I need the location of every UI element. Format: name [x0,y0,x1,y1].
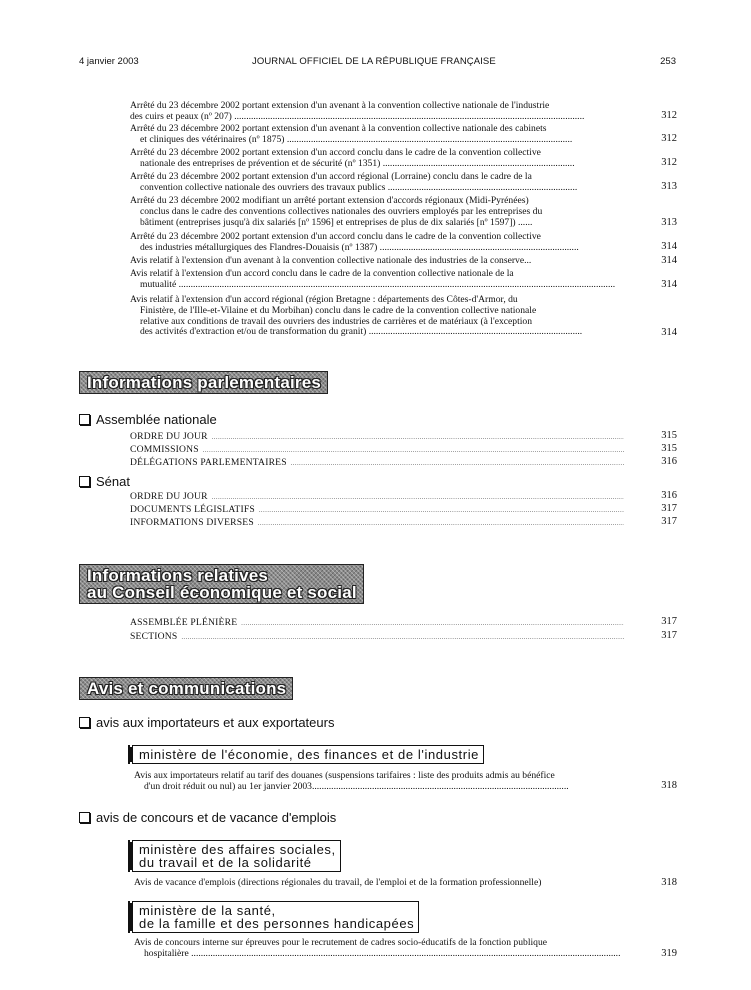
toc-row[interactable] [130,504,624,516]
entry-line: des activités d'extraction et/ou de transformation du granit) ......................................................................................... [140,327,583,338]
entry-page: 314 [661,241,677,252]
leader-dots [212,431,624,443]
entry-page: 317 [661,630,677,641]
section-banner-avis: Avis et communications [79,677,293,700]
section-heading-label: avis de concours et de vacance d'emplois [96,810,337,825]
header-date: 4 janvier 2003 [79,56,139,67]
toc-entry[interactable] [134,938,628,960]
leader-dots [291,457,624,469]
entry-line: des industries métallurgiques des Flandres-Douaisis (nº 1387) ................................................................................... [140,242,579,253]
toc-entry[interactable] [130,148,624,170]
entry-line: conclus dans le cadre des conventions collectives nationales des ouvriers employés par les entreprises du [140,206,543,217]
entry-line: d'un droit réduit ou nul) au 1er janvier 2003........................................................................................................... [144,781,569,792]
entry-line: nationale des entreprises de prévention et de sécurité (nº 1351) ................................................................................ [140,158,575,169]
toc-row[interactable] [130,617,624,629]
entry-page: 318 [661,780,677,791]
toc-label: ORDRE DU JOUR [130,491,208,502]
toc-entry[interactable] [130,232,624,254]
entry-page: 317 [661,503,677,514]
entry-page: 315 [661,430,677,441]
entry-page: 314 [661,279,677,290]
leader-dots [259,504,624,516]
section-heading-importateurs [79,715,334,730]
entry-line: et cliniques des vétérinaires (nº 1875) ....................................................................................................................... [140,134,573,145]
toc-label: DOCUMENTS LÉGISLATIFS [130,504,255,515]
leader-dots [203,444,624,456]
entry-page: 316 [661,490,677,501]
entry-line: Arrêté du 23 décembre 2002 portant extension d'un accord conclu dans le cadre de la convention collective [130,232,541,242]
checkbox-square-icon [79,476,90,487]
checkbox-square-icon [79,812,90,823]
ministry-line: ministère des affaires sociales, [139,842,336,857]
leader-dots [212,491,624,503]
toc-label: ASSEMBLÉE PLÉNIÈRE [130,617,238,628]
section-heading-label: avis aux importateurs et aux exportateurs [96,715,335,730]
entry-line: mutualité ...................................................................................................................................................................................... [140,279,616,290]
entry-line: convention collective nationale des ouvriers des travaux publics ............................................................................... [140,182,578,193]
entry-line: Arrêté du 23 décembre 2002 portant extension d'un avenant à la convention collective nationale des cabinets [130,124,547,134]
entry-line: bâtiment (entreprises jusqu'à dix salariés [nº 1596] et entreprises de plus de dix salariés [nº 1597]) ...... [140,217,533,228]
toc-entry[interactable] [130,196,624,228]
leader-dots [258,517,624,529]
banner-line: Informations relatives [87,566,269,585]
entry-line: Avis relatif à l'extension d'un accord régional (région Bretagne : départements des Côtes-d'Armor, du [130,295,518,305]
entry-page: 315 [661,443,677,454]
toc-row[interactable] [130,457,624,469]
toc-entry[interactable] [130,101,624,123]
ministry-box-economie: ministère de l'économie, des finances et de l'industrie [132,745,484,764]
section-heading-concours [79,810,336,825]
toc-entry[interactable] [130,172,624,194]
ministry-line: ministère de la santé, [139,903,276,918]
entry-page: 312 [661,133,677,144]
toc-label: COMMISSIONS [130,444,199,455]
section-heading-label: Assemblée nationale [96,412,217,427]
toc-entry[interactable] [130,124,624,146]
entry-line: Avis de vacance d'emplois (directions régionales du travail, de l'emploi et de la formation professionnelle) [134,878,542,888]
toc-entry[interactable] [130,269,624,291]
entry-page: 319 [661,948,677,959]
entry-page: 317 [661,516,677,527]
entry-page: 312 [661,157,677,168]
toc-label: SECTIONS [130,631,178,642]
checkbox-square-icon [79,717,90,728]
ministry-box-affaires-sociales [132,840,341,872]
toc-label: DÉLÉGATIONS PARLEMENTAIRES [130,457,287,468]
toc-row[interactable] [130,491,624,503]
page-number: 253 [660,56,676,67]
entry-page: 312 [661,110,677,121]
entry-page: 314 [661,255,677,266]
journal-title: JOURNAL OFFICIEL DE LA RÉPUBLIQUE FRANÇAISE [252,56,496,67]
toc-entry[interactable] [134,771,628,793]
toc-entry[interactable] [130,256,624,267]
entry-line: relative aux conditions de travail des ouvriers des industries de carrières et de matériaux (à l'exception [140,316,532,327]
entry-page: 313 [661,181,677,192]
ministry-line: de la famille et des personnes handicapées [139,916,415,931]
entry-line: Arrêté du 23 décembre 2002 modifiant un arrêté portant extension d'accords régionaux (Midi-Pyrénées) [130,196,529,206]
toc-row[interactable] [130,431,624,443]
section-heading-label: Sénat [96,474,130,489]
toc-label: ORDRE DU JOUR [130,431,208,442]
section-banner-parlementaires: Informations parlementaires [79,371,328,394]
banner-line: au Conseil économique et social [87,583,357,602]
toc-label: INFORMATIONS DIVERSES [130,517,254,528]
entry-page: 316 [661,456,677,467]
ministry-line: du travail et de la solidarité [139,855,312,870]
toc-row[interactable] [130,631,624,643]
ministry-box-sante [132,901,419,933]
section-heading-assemblee [79,412,217,427]
toc-entry[interactable] [134,878,628,889]
entry-line: Arrêté du 23 décembre 2002 portant extension d'un avenant à la convention collective nationale de l'industrie [130,101,550,111]
leader-dots [241,617,624,629]
entry-line: Avis relatif à l'extension d'un avenant à la convention collective nationale des industries de la conserve... [130,256,532,266]
section-banner-conseil [79,564,364,604]
entry-page: 314 [661,327,677,338]
toc-row[interactable] [130,444,624,456]
entry-page: 313 [661,217,677,228]
entry-line: des cuirs et peaux (nº 207) .................................................................................................................................................. [130,111,585,122]
toc-entry[interactable] [130,295,624,338]
entry-line: Arrêté du 23 décembre 2002 portant extension d'un accord conclu dans le cadre de la convention collective [130,148,541,158]
entry-line: Finistère, de l'Ille-et-Vilaine et du Morbihan) conclu dans le cadre de la convention collective nationale [140,305,537,316]
toc-row[interactable] [130,517,624,529]
entry-line: Avis aux importateurs relatif au tarif des douanes (suspensions tarifaires : liste des produits admis au bénéfice [134,771,555,781]
checkbox-square-icon [79,414,90,425]
entry-line: hospitalière ................................................................................................................................................................................... [144,948,621,959]
entry-line: Avis relatif à l'extension d'un accord conclu dans le cadre de la convention collective nationale de la [130,269,514,279]
section-heading-senat [79,474,130,489]
entry-line: Avis de concours interne sur épreuves pour le recrutement de cadres socio-éducatifs de la fonction publique [134,938,547,948]
leader-dots [181,631,624,643]
entry-page: 317 [661,616,677,627]
entry-line: Arrêté du 23 décembre 2002 portant extension d'un accord régional (Lorraine) conclu dans le cadre de la [130,172,532,182]
entry-page: 318 [661,877,677,888]
